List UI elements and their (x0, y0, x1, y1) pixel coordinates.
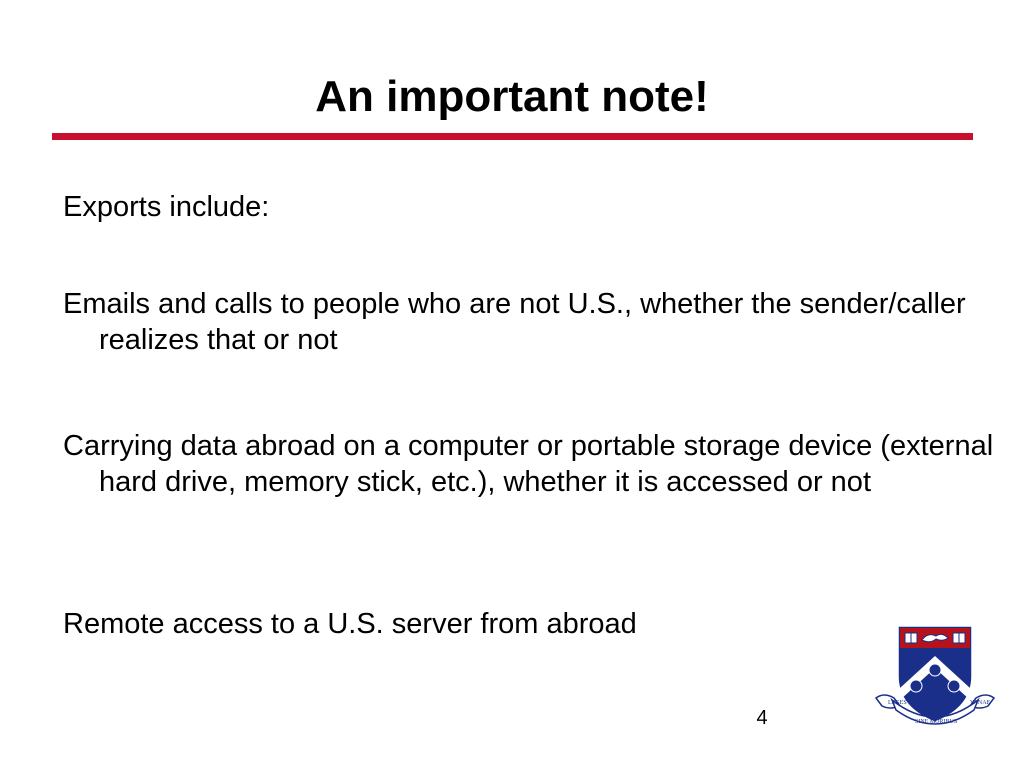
list-item: Emails and calls to people who are not U.S., whether the sender/caller realizes that or not (63, 288, 966, 356)
slide-title: An important note! (315, 72, 709, 121)
list-item: Remote access to a U.S. server from abroad (63, 608, 637, 640)
motto-bottom-text: SINE MORIBUS (915, 719, 958, 725)
title-divider (52, 133, 973, 140)
list-item: Carrying data abroad on a computer or portable storage device (external hard drive, memory stick, etc.), whether it is accessed or not (63, 430, 994, 498)
page-number: 4 (756, 707, 768, 729)
motto-right-text: VANAE (970, 700, 991, 706)
university-seal-logo (870, 626, 1000, 736)
motto-left-text: LEGES (888, 700, 907, 706)
intro-text: Exports include: (63, 191, 270, 223)
